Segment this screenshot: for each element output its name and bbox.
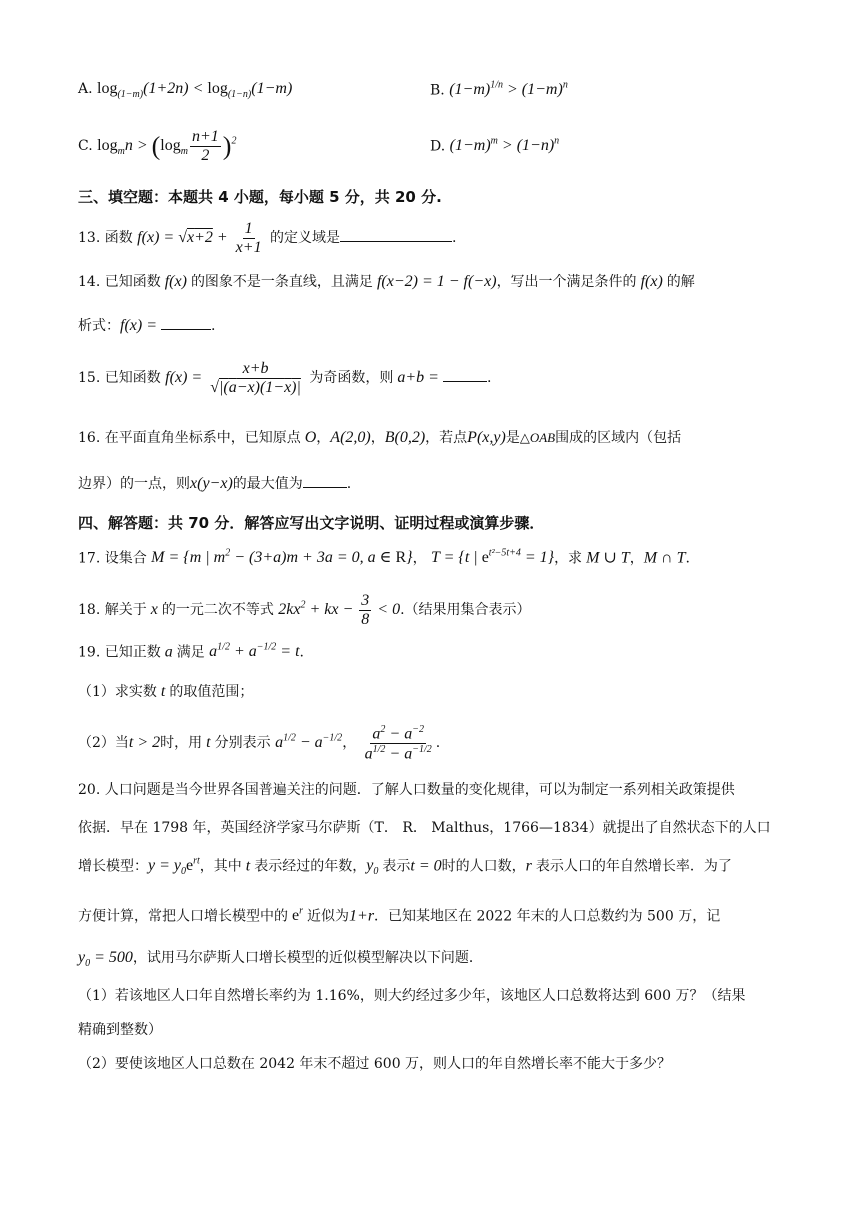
q13-answer-blank [340, 241, 452, 242]
q18-inequality: $2kx^2$ + kx − $\frac{3}{8}$ < 0 [278, 592, 401, 628]
question-19-part-1: （1）求实数 t 的取值范围； [78, 683, 254, 700]
section-3-title: 三、填空题：本题共 4 小题，每小题 5 分，共 20 分. [78, 188, 442, 206]
q19-expr-2: $\frac{a^2 - a^{-2}}{a^{1/2} - a^{-1/2}}$ [364, 724, 432, 763]
option-d: D. $(1-m)^m > (1-n)^n$ [430, 136, 560, 155]
question-17: 17. 设集合 M = {m | $m^2 - (3+a)m + 3a = 0$, a ∈ R}， T = {t | $e^{t^2-5t+4} = 1$}，求 M ∪ T，M ∩ T. [78, 548, 690, 567]
q14-answer-blank [161, 329, 211, 330]
q15-formula: f(x) = $\frac{x+b}{√|(a-x)(1-x)|}$ [165, 360, 301, 396]
question-20-line-4: 方便计算，常把人口增长模型中的 $e^r$ 近似为1+r．已知某地区在 2022 年末的人口总数约为 500 万，记 [78, 906, 721, 925]
q17-set-m: M = {m | $m^2 - (3+a)m + 3a = 0$, a ∈ R} [151, 548, 413, 567]
question-13: 13. 函数 f(x) = √x+2 + $\frac{1}{x+1}$ 的定义域是 . [78, 220, 457, 256]
section-4-title: 四、解答题：共 70 分．解答应写出文字说明、证明过程或演算步骤． [78, 514, 545, 532]
q13-formula: f(x) = √x+2 + $\frac{1}{x+1}$ [137, 220, 262, 256]
initial-population: $y_0 = 500$ [78, 949, 133, 970]
question-20-line-2: 依据．早在 1798 年，英国经济学家马尔萨斯（T． R． Malthus，1766—1834）就提出了自然状态下的人口 [78, 820, 771, 836]
question-16-line-2: 边界）的一点，则x(y−x)的最大值为 . [78, 475, 352, 492]
question-16-line-1: 16. 在平面直角坐标系中，已知原点 O，A(2,0)，B(0,2)，若点P(x,y)是△OAB围成的区域内（包括 [78, 429, 682, 446]
q15-answer-blank [443, 381, 487, 382]
question-19-part-2: （2）当t > 2时，用 t 分别表示 $a^{1/2} - a^{-1/2}$， $\frac{a^2 - a^{-2}}{a^{1/2} - a^{-1/2}}$ . [78, 724, 441, 763]
q17-set-t: T = {t | $e^{t^2-5t+4} = 1$} [431, 548, 555, 567]
q14-condition: f(x−2) = 1 − f(−x) [376, 273, 497, 290]
question-14-line-2: 析式：f(x) = . [78, 317, 216, 334]
q16-answer-blank [303, 487, 347, 488]
option-c-formula: $\log_mn > (\log_m$ $\frac{n+1}{2}$ )$^2$ [97, 128, 237, 164]
question-20-line-3: 增长模型：$y = y_0e^{rt}$，其中 t 表示经过的年数，$y_0$ 表示t = 0时的人口数，r 表示人口的年自然增长率．为了 [78, 856, 732, 878]
question-20-line-1: 20. 人口问题是当今世界各国普遍关注的问题．了解人口数量的变化规律，可以为制定一系列相关政策提供 [78, 782, 735, 798]
malthus-model: $y = y_0e^{rt}$ [148, 856, 200, 878]
option-b-formula: $(1-m)^{1/n} > (1-m)^n$ [449, 80, 568, 99]
option-b: B. $(1-m)^{1/n} > (1-m)^n$ [430, 80, 568, 99]
question-20-part-2: （2）要使该地区人口总数在 2042 年末不超过 600 万，则人口的年自然增长率不能大于多少？ [78, 1056, 672, 1072]
question-15: 15. 已知函数 f(x) = $\frac{x+b}{√|(a-x)(1-x)|}$ 为奇函数，则 a+b = . [78, 360, 492, 396]
q19-expr-1: $a^{1/2} - a^{-1/2}$ [275, 732, 343, 752]
question-18: 18. 解关于 x 的一元二次不等式 $2kx^2$ + kx − $\frac{3}{8}$ < 0.（结果用集合表示） [78, 592, 531, 628]
option-a-formula: $\log_{(1-m)}(1+2n) < \log_{(1-n)}(1-m)$ [97, 80, 293, 101]
question-20-line-5: $y_0 = 500$，试用马尔萨斯人口增长模型的近似模型解决以下问题． [78, 949, 483, 970]
question-20-part-1-line-2: 精确到整数） [78, 1022, 162, 1038]
q19-condition: $a^{1/2} + a^{-1/2} = t$ [209, 642, 300, 661]
option-d-formula: $(1-m)^m > (1-n)^n$ [449, 136, 560, 155]
question-14-line-1: 14. 已知函数 f(x) 的图象不是一条直线，且满足 f(x−2) = 1 − f(−x)，写出一个满足条件的 f(x) 的解 [78, 273, 695, 290]
option-c: C. $\log_mn > (\log_m$ $\frac{n+1}{2}$ )$^2$ [78, 128, 237, 164]
option-a: A. $\log_{(1-m)}(1+2n) < \log_{(1-n)}(1-m)$ [78, 80, 293, 101]
question-20-part-1-line-1: （1）若该地区人口年自然增长率约为 1.16%，则大约经过多少年，该地区人口总数将达到 600 万？（结果 [78, 988, 746, 1004]
question-19: 19. 已知正数 a 满足 $a^{1/2} + a^{-1/2} = t$. [78, 642, 304, 661]
